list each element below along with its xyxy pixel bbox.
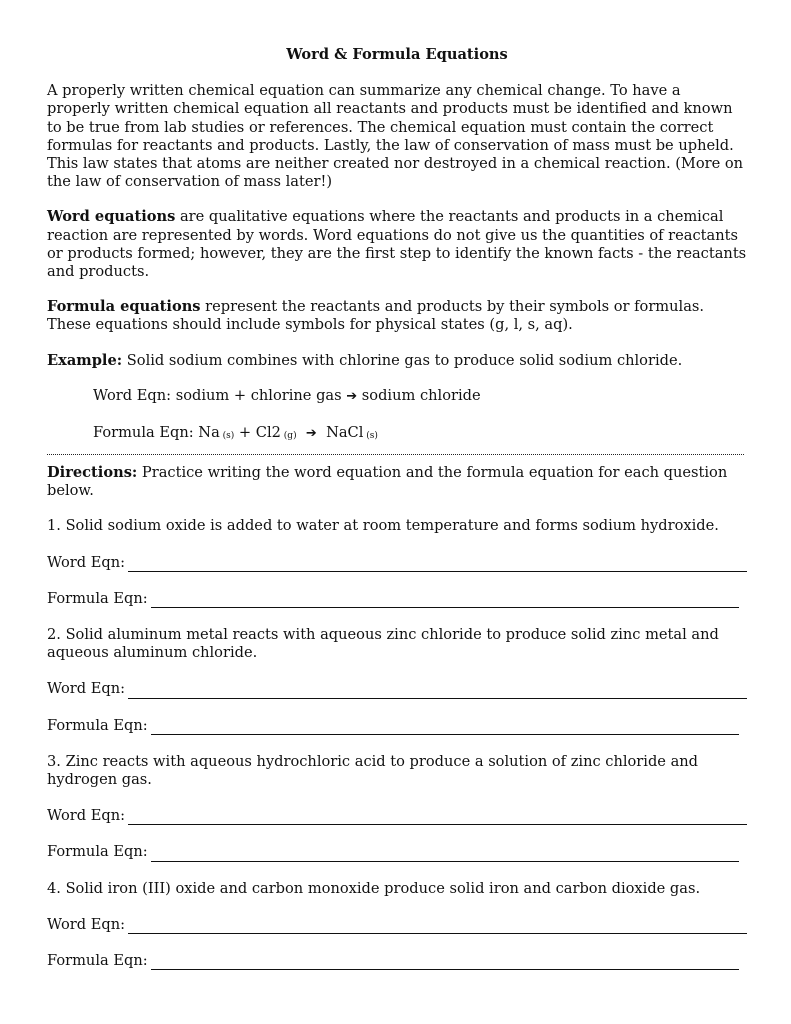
word-eqn-label: Word Eqn: bbox=[47, 553, 126, 571]
formula-equations-text: represent the reactants and products by their symbols or formulas. These equations should include symbols for physical states (g, l, s, aq). bbox=[47, 298, 705, 334]
question-1: 1. Solid sodium oxide is added to water at room temperature and forms sodium hydroxide. bbox=[47, 517, 719, 535]
word-answer-line[interactable] bbox=[128, 919, 747, 934]
word-answer-line[interactable] bbox=[128, 810, 747, 825]
word-eqn-label: Word Eqn: bbox=[47, 915, 126, 933]
formula-answer-line[interactable] bbox=[151, 847, 739, 862]
section-divider bbox=[47, 454, 744, 455]
word-equations-term: Word equations bbox=[47, 208, 176, 226]
formula-eqn-label: Formula Eqn: bbox=[47, 589, 148, 607]
formula-eqn-label: Formula Eqn: bbox=[47, 952, 148, 970]
directions-paragraph bbox=[47, 464, 747, 500]
example-paragraph bbox=[47, 352, 747, 370]
formula-na: Na bbox=[198, 424, 220, 442]
page-title: Word & Formula Equations bbox=[286, 46, 508, 63]
word-equations-paragraph bbox=[47, 208, 747, 281]
formula-cl-subscript: 2 bbox=[271, 424, 281, 442]
arrow-icon: ➔ bbox=[305, 426, 317, 442]
word-eqn-label: Word Eqn: bbox=[47, 680, 126, 698]
directions-label: Directions: bbox=[47, 464, 138, 481]
formula-na-state: (s) bbox=[219, 431, 235, 442]
example-formula-equation bbox=[47, 424, 747, 445]
formula-answer-line[interactable] bbox=[151, 955, 739, 970]
example-formula-label: Formula Eqn: bbox=[93, 424, 199, 442]
formula-answer-3 bbox=[47, 843, 739, 861]
formula-eqn-label: Formula Eqn: bbox=[47, 843, 148, 861]
example-word-equation bbox=[47, 387, 747, 406]
formula-cl-state: (g) bbox=[280, 431, 297, 442]
example-word-right: sodium chloride bbox=[357, 386, 481, 404]
directions-text: Practice writing the word equation and the formula equation for each question below. bbox=[47, 464, 728, 500]
example-text: Solid sodium combines with chlorine gas to produce solid sodium chloride. bbox=[122, 351, 683, 369]
word-equations-text: are qualitative equations where the reactants and products in a chemical reaction are represented by words. Word equations do not give us the quantities of reactants or products formed; however, they are the first step to identify the known facts - the reactants and products. bbox=[47, 208, 747, 281]
formula-answer-line[interactable] bbox=[151, 593, 739, 608]
formula-equations-paragraph bbox=[47, 298, 747, 334]
arrow-icon: ➔ bbox=[346, 388, 358, 404]
formula-answer-4 bbox=[47, 952, 739, 970]
formula-answer-2 bbox=[47, 717, 739, 735]
question-2: 2. Solid aluminum metal reacts with aqueous zinc chloride to produce solid zinc metal and aqueous aluminum chloride. bbox=[47, 626, 719, 662]
word-answer-line[interactable] bbox=[128, 684, 747, 699]
formula-answer-line[interactable] bbox=[151, 720, 739, 735]
worksheet bbox=[47, 46, 747, 463]
word-answer-2 bbox=[47, 680, 747, 698]
example-word-label: Word Eqn: bbox=[93, 386, 176, 404]
formula-equations-term: Formula equations bbox=[47, 298, 201, 316]
word-answer-3 bbox=[47, 807, 747, 825]
formula-plus-cl: + Cl bbox=[234, 424, 272, 442]
example-word-left: sodium + chlorine gas bbox=[175, 386, 347, 404]
practice-section bbox=[47, 464, 747, 988]
formula-nacl: NaCl bbox=[326, 424, 364, 442]
formula-eqn-label: Formula Eqn: bbox=[47, 716, 148, 734]
intro-paragraph: A properly written chemical equation can summarize any chemical change. To have a properly written chemical equation all reactants and products must be identified and known to be true from lab studies or references. The chemical equation must contain the correct formulas for reactants and products. Lastly, the law of conservation of mass must be upheld. This law states that atoms are neither created nor destroyed in a chemical reaction. (More on the law of conservation of mass later!) bbox=[47, 82, 744, 191]
question-3: 3. Zinc reacts with aqueous hydrochloric acid to produce a solution of zinc chloride and hydrogen gas. bbox=[47, 752, 699, 789]
word-answer-4 bbox=[47, 916, 747, 934]
word-answer-1 bbox=[47, 554, 747, 572]
formula-answer-1 bbox=[47, 590, 739, 608]
word-answer-line[interactable] bbox=[128, 557, 747, 572]
formula-nacl-state: (s) bbox=[363, 431, 378, 442]
example-label: Example: bbox=[47, 351, 123, 369]
word-eqn-label: Word Eqn: bbox=[47, 807, 126, 825]
question-4: 4. Solid iron (III) oxide and carbon monoxide produce solid iron and carbon dioxide gas. bbox=[47, 879, 701, 897]
